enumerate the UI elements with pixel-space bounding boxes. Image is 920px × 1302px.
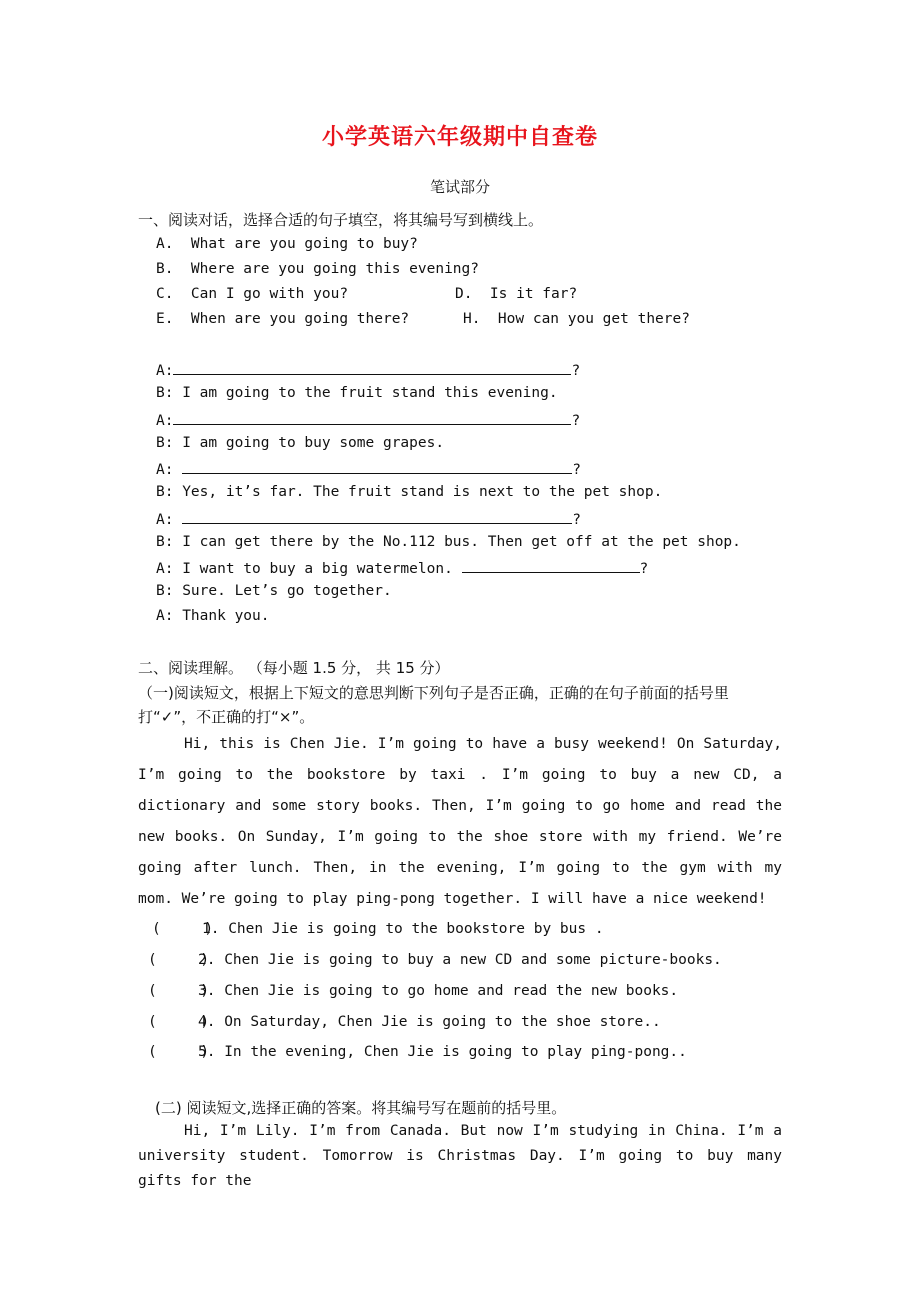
- option-h: H. How can you get there?: [463, 311, 690, 327]
- question-5: [148, 1044, 687, 1060]
- answer-blank-3[interactable]: [182, 459, 572, 474]
- question-mark: ?: [571, 413, 581, 429]
- question-mark: ?: [639, 561, 649, 577]
- question-text: 3. Chen Jie is going to go home and read the new books.: [198, 983, 679, 999]
- answer-parentheses[interactable]: ( ): [148, 983, 210, 999]
- answer-blank-5[interactable]: [462, 558, 640, 573]
- dialogue-text: A: I want to buy a big watermelon.: [156, 561, 462, 577]
- dialogue-line-b1: B: I am going to the fruit stand this evening.: [156, 385, 558, 401]
- answer-blank-1[interactable]: [173, 360, 571, 375]
- option-d: D. Is it far?: [455, 286, 578, 302]
- option-a: A. What are you going to buy?: [156, 236, 418, 252]
- question-text: 5. In the evening, Chen Jie is going to play ping-pong..: [198, 1044, 687, 1060]
- reading-passage-2: Hi, I’m Lily. I’m from Canada. But now I’m studying in China. I’m a university student. Tomorrow is Christmas Day. I’m going to buy many gifts for the: [138, 1123, 782, 1189]
- option-b: B. Where are you going this evening?: [156, 261, 480, 277]
- answer-blank-4[interactable]: [182, 509, 572, 524]
- part2-instruction: (二) 阅读短文,选择正确的答案。将其编号写在题前的括号里。: [155, 1099, 567, 1117]
- reading-passage-1: Hi, this is Chen Jie. I’m going to have a busy weekend! On Saturday, I’m going to the bookstore by taxi . I’m going to buy a new CD, a dictionary and some story books. Then, I’m going to go home and read the new books. On Sunday, I’m going to the shoe store with my friend. We’re going after lunch. Then, in the evening, I’m going to the gym with my mom. We’re going to play ping-pong together. I will have a nice weekend!: [138, 736, 782, 907]
- section1-heading: 一、阅读对话，选择合适的句子填空，将其编号写到横线上。: [138, 211, 544, 229]
- answer-blank-2[interactable]: [173, 410, 571, 425]
- question-1: [152, 921, 604, 937]
- question-mark: ?: [572, 462, 581, 478]
- answer-parentheses[interactable]: ( ): [148, 1044, 210, 1060]
- dialogue-line-a5: [156, 558, 648, 577]
- answer-parentheses[interactable]: ( ): [148, 1014, 210, 1030]
- question-text: 2. Chen Jie is going to buy a new CD and some picture-books.: [198, 952, 722, 968]
- page-subtitle: 笔试部分: [429, 178, 490, 196]
- question-4: [148, 1014, 661, 1030]
- answer-parentheses[interactable]: ( ): [152, 921, 214, 937]
- dialogue-line-b3: B: Yes, it’s far. The fruit stand is next to the pet shop.: [156, 484, 663, 500]
- question-3: [148, 983, 678, 999]
- section2-heading: 二、阅读理解。 （每小题 1.5 分， 共 15 分）: [138, 659, 450, 677]
- part1-instruction-1: （一)阅读短文，根据上下短文的意思判断下列句子是否正确，正确的在句子前面的括号里: [138, 684, 729, 702]
- dialogue-line-b2: B: I am going to buy some grapes.: [156, 435, 445, 451]
- dialogue-line-a1: [156, 360, 580, 379]
- dialogue-line-b5: B: Sure. Let’s go together.: [156, 583, 392, 599]
- dialogue-line-b4: B: I can get there by the No.112 bus. Then get off at the pet shop.: [156, 534, 741, 550]
- answer-parentheses[interactable]: ( ): [148, 952, 210, 968]
- question-text: 1. Chen Jie is going to the bookstore by bus .: [202, 921, 604, 937]
- speaker-a: A:: [156, 462, 183, 478]
- dialogue-line-a2: [156, 410, 580, 429]
- question-mark: ?: [571, 363, 581, 379]
- speaker-a: A:: [156, 413, 174, 429]
- part1-instruction-2: 打“✓”，不正确的打“×”。: [138, 708, 315, 726]
- question-text: 4. On Saturday, Chen Jie is going to the shoe store..: [198, 1014, 661, 1030]
- speaker-a: A:: [156, 512, 183, 528]
- page-title: 小学英语六年级期中自查卷: [321, 124, 598, 150]
- question-mark: ?: [572, 512, 581, 528]
- dialogue-line-a4: [156, 509, 581, 528]
- question-2: [148, 952, 722, 968]
- speaker-a: A:: [156, 363, 174, 379]
- option-e: E. When are you going there?: [156, 311, 410, 327]
- dialogue-line-a3: [156, 459, 581, 478]
- option-c: C. Can I go with you?: [156, 286, 349, 302]
- dialogue-line-a6: A: Thank you.: [156, 608, 270, 624]
